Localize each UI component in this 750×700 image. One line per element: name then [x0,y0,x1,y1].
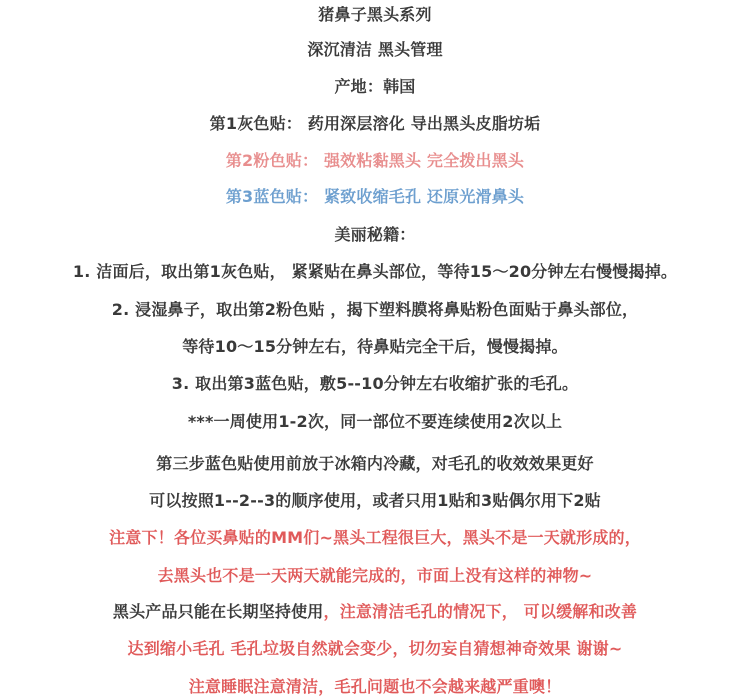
step3-blue-patch-desc: 第3蓝色贴： 紧致收缩毛孔 还原光滑鼻头 [225,187,525,206]
instruction-step3: 3. 取出第3蓝色贴，敷5--10分钟左右收缩扩张的毛孔。 [171,374,579,393]
notice-line-3 [0,599,750,625]
notice-line-1: 注意下！各位买鼻贴的MM们~黑头工程很巨大，黑头不是一天就形成的， [109,528,641,547]
origin-text: 产地：韩国 [334,77,416,96]
storage-tip: 第三步蓝色贴使用前放于冰箱内冷藏，对毛孔的收效效果更好 [156,454,594,473]
usage-frequency-note: ***一周使用1-2次，同一部位不要连续使用2次以上 [187,412,563,431]
instruction-step1: 1. 洁面后，取出第1灰色贴， 紧紧贴在鼻头部位，等待15～20分钟左右慢慢揭掉。 [72,262,678,281]
notice-line-4: 达到缩小毛孔 毛孔垃圾自然就会变少，切勿妄自猜想神奇效果 谢谢~ [127,639,623,658]
notice-line-5: 注意睡眠注意清洁，毛孔问题也不会越来越严重噢！ [188,677,562,696]
tips-heading: 美丽秘籍： [334,225,416,244]
step2-pink-patch-desc: 第2粉色贴： 强效粘黏黑头 完全拨出黑头 [225,151,525,170]
order-tip: 可以按照1--2--3的顺序使用，或者只用1贴和3贴偶尔用下2贴 [149,491,601,510]
product-subtitle: 深沉清洁 黑头管理 [307,40,443,59]
notice-line-3-dark: 黑头产品只能在长期坚持使用 [112,602,324,621]
instruction-step2-part1: 2. 浸湿鼻子，取出第2粉色贴 ，揭下塑料膜将鼻贴粉色面贴于鼻头部位， [111,300,639,319]
instruction-step2-part2: 等待10～15分钟左右，待鼻贴完全干后，慢慢揭掉。 [182,337,568,356]
notice-line-3-red: ，注意清洁毛孔的情况下， 可以缓解和改善 [323,602,638,621]
step1-gray-patch-desc: 第1灰色贴： 药用深层溶化 导出黑头皮脂坊垢 [209,114,541,133]
notice-line-2: 去黑头也不是一天两天就能完成的，市面上没有这样的神物~ [157,566,593,585]
product-title: 猪鼻子黑头系列 [318,5,432,24]
